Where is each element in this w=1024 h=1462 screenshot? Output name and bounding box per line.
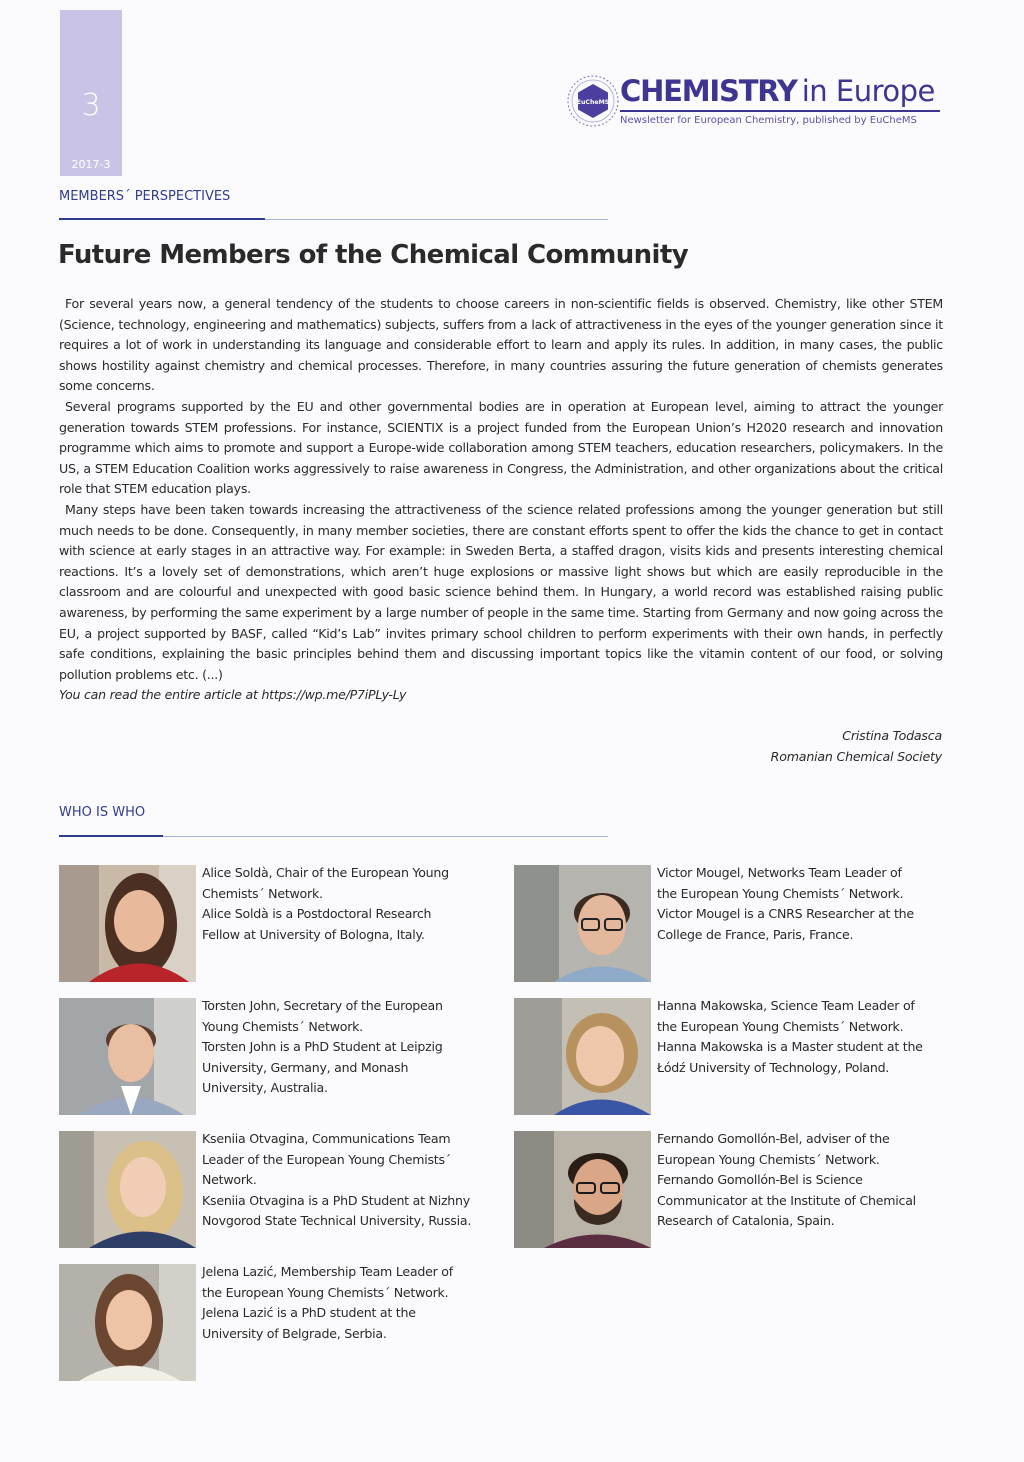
masthead (562, 72, 952, 134)
bio-line: Torsten John, Secretary of the European (202, 998, 443, 1013)
person-bio (202, 996, 502, 1099)
person-bio (202, 863, 502, 945)
page-number: 3 (81, 88, 101, 123)
bio-line: the European Young Chemists´ Network. (202, 1284, 449, 1300)
brand-tagline: Newsletter for European Chemistry, published by EuCheMS (620, 115, 917, 126)
person-bio (202, 1262, 502, 1344)
person-card (514, 1131, 954, 1249)
bio-line: Fernando Gomollón-Bel is Science (657, 1172, 863, 1188)
bio-line: Chemists´ Network. (202, 885, 323, 901)
portrait-photo (59, 1264, 196, 1381)
issue-number: 2017-3 (71, 158, 111, 171)
bio-line: Hanna Makowska is a Master student at the (657, 1039, 923, 1055)
bio-line: Fellow at University of Bologna, Italy. (202, 926, 425, 942)
bio-line: Alice Soldà is a Postdoctoral Research (202, 906, 432, 922)
bio-line: Communicator at the Institute of Chemical (657, 1192, 916, 1208)
bio-line: Torsten John is a PhD Student at Leipzig (202, 1039, 443, 1055)
article-paragraph: For several years now, a general tendency of the students to choose careers in non-scientific fields is observed. Chemistry, like other STEM (Science, technology, engineering and mathematics) subjects, suffers from a lack of attractiveness in the eyes of the younger generation since it requires a lot of work in understanding its language and considerable effort to learn and apply its rules. In addition, in many cases, the public shows hostility against chemistry and chemical processes. Therefore, in many countries assuring the future generation of chemists generates some concerns. (59, 296, 943, 394)
seal-text: EuCheMS (576, 99, 610, 106)
bio-line: Łódź University of Technology, Poland. (657, 1059, 890, 1075)
bio-line: Leader of the European Young Chemists´ (202, 1151, 451, 1167)
bio-line: College de France, Paris, France. (657, 926, 854, 942)
author-name: Cristina Todasca (842, 728, 942, 743)
brand-title (620, 74, 935, 108)
bio-line: Young Chemists´ Network. (202, 1018, 363, 1034)
person-bio (202, 1129, 502, 1232)
euchems-seal-logo (566, 74, 620, 128)
bio-line: Kseniia Otvagina, Communications Team (202, 1131, 451, 1146)
section-divider-accent (59, 835, 163, 837)
person-card (59, 998, 499, 1116)
brand-light: in Europe (801, 74, 935, 108)
author-affiliation: Romanian Chemical Society (770, 749, 942, 764)
bio-line: University, Australia. (202, 1080, 328, 1096)
person-card (514, 998, 954, 1116)
bio-line: Alice Soldà, Chair of the European Young (202, 865, 449, 880)
portrait-photo (59, 998, 196, 1115)
bio-line: Hanna Makowska, Science Team Leader of (657, 998, 915, 1013)
section-label-who-is-who: WHO IS WHO (59, 805, 146, 820)
portrait-photo (59, 865, 196, 982)
bio-line: Jelena Lazić, Membership Team Leader of (202, 1264, 453, 1279)
bio-line: University of Belgrade, Serbia. (202, 1325, 387, 1341)
bio-line: Victor Mougel is a CNRS Researcher at the (657, 906, 914, 922)
bio-line: European Young Chemists´ Network. (657, 1151, 880, 1167)
portrait-photo (514, 865, 651, 982)
read-more-link[interactable]: You can read the entire article at https://wp.me/P7iPLy-Ly (59, 687, 407, 703)
person-bio (657, 863, 957, 945)
bio-line: Novgorod State Technical University, Russia. (202, 1213, 472, 1229)
bio-line: University, Germany, and Monash (202, 1059, 409, 1075)
portrait-photo (514, 1131, 651, 1248)
bio-line: Jelena Lazić is a PhD student at the (202, 1305, 416, 1321)
article-paragraph: Several programs supported by the EU and other governmental bodies are in operation at European level, aiming to attract the younger generation towards STEM professions. For instance, SCIENTIX is a project funded from the European Union’s H2020 research and innovation programme which aims to promote and support a Europe-wide collaboration among STEM teachers, education researchers, policymakers. In the US, a STEM Education Coalition works aggressively to raise awareness in Congress, the Administration, and other organizations about the critical role that STEM education plays. (59, 398, 943, 497)
brand-bold: CHEMISTRY (620, 74, 797, 108)
person-card (59, 1131, 499, 1249)
article-paragraph: Many steps have been taken towards increasing the attractiveness of the science related professions among the younger generation but still much needs to be done. Consequently, in many member societies, there are constant efforts spent to offer the kids the chance to get in contact with science at early stages in an attractive way. For example: in Sweden Berta, a staffed dragon, visits kids and presents interesting chemical reactions. It’s a lovely set of demonstrations, which aren’t huge explosions or massive light shows but which are easily reproducible in the classroom and are colourful and unexpected with good basic science behind them. In Hungary, a world record was established raising public awareness, by performing the same experiment by a large number of people in the same time. Starting from Germany and now going across the EU, a project supported by BASF, called “Kid’s Lab” invites primary school children to perform experiments with their own hands, in perfectly safe conditions, explaining the basic principles behind them and discussing important topics like the vitamin content of our food, or solving pollution problems etc. (...) (59, 501, 943, 682)
article-title: Future Members of the Chemical Community (58, 240, 689, 270)
brand-rule (620, 110, 940, 112)
bio-line: Kseniia Otvagina is a PhD Student at Nizhny (202, 1192, 470, 1208)
person-card (514, 865, 954, 983)
person-bio (657, 1129, 957, 1232)
bio-line: Network. (202, 1172, 257, 1188)
person-card (59, 1264, 499, 1382)
person-bio (657, 996, 957, 1078)
bio-line: the European Young Chemists´ Network. (657, 885, 904, 901)
portrait-photo (59, 1131, 196, 1248)
bio-line: Research of Catalonia, Spain. (657, 1213, 835, 1229)
bio-line: Victor Mougel, Networks Team Leader of (657, 865, 902, 880)
bio-line: the European Young Chemists´ Network. (657, 1018, 904, 1034)
portrait-photo (514, 998, 651, 1115)
person-card (59, 865, 499, 983)
article-body (59, 294, 943, 706)
section-divider-accent (59, 218, 265, 220)
section-label-members-perspectives: MEMBERS´ PERSPECTIVES (59, 189, 231, 204)
bio-line: Fernando Gomollón-Bel, adviser of the (657, 1131, 890, 1146)
page-tab (60, 10, 122, 176)
